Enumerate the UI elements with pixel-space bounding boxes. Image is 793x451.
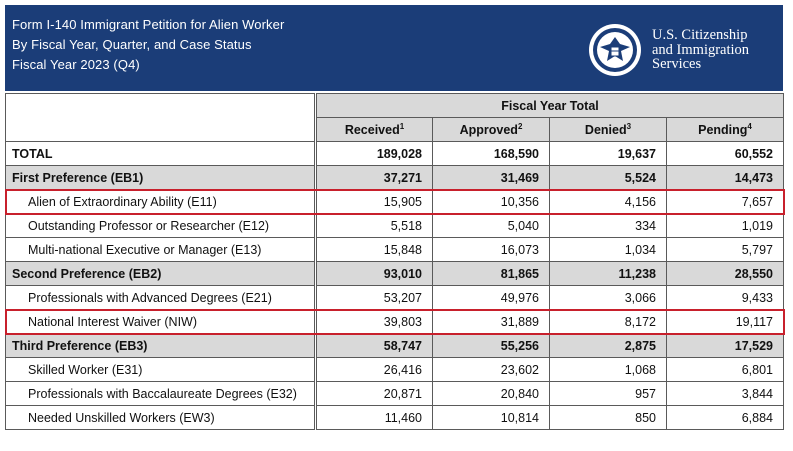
column-header-received: [316, 118, 433, 142]
cell-received: 39,803: [316, 310, 433, 334]
cell-approved: 16,073: [433, 238, 550, 262]
cell-received: 58,747: [316, 334, 433, 358]
row-label: Professionals with Advanced Degrees (E21): [6, 286, 316, 310]
cell-denied: 3,066: [550, 286, 667, 310]
agency-line-3: Services: [652, 56, 702, 72]
cell-received: 53,207: [316, 286, 433, 310]
table-row: [6, 238, 784, 262]
cell-denied: 19,637: [550, 142, 667, 166]
column-label: Pending: [698, 122, 748, 137]
fiscal-year-total-header: Fiscal Year Total: [316, 94, 784, 118]
cell-denied: 334: [550, 214, 667, 238]
cell-pending: 1,019: [667, 214, 784, 238]
cell-pending: 7,657: [667, 190, 784, 214]
column-label: Received: [344, 122, 400, 137]
column-header-approved: [433, 118, 550, 142]
report-title-block: [12, 15, 284, 75]
cell-pending: 5,797: [667, 238, 784, 262]
cell-received: 11,460: [316, 406, 433, 430]
table-row: [6, 382, 784, 406]
cell-received: 15,905: [316, 190, 433, 214]
column-header-row: [6, 118, 784, 142]
cell-denied: 850: [550, 406, 667, 430]
cell-denied: 8,172: [550, 310, 667, 334]
dhs-seal-icon: [588, 23, 642, 77]
column-header-denied: [550, 118, 667, 142]
agency-line-1: U.S. Citizenship: [652, 27, 748, 43]
group-header-row: [6, 94, 784, 118]
row-label: Alien of Extraordinary Ability (E11): [6, 190, 316, 214]
cell-pending: 9,433: [667, 286, 784, 310]
cell-approved: 81,865: [433, 262, 550, 286]
group-row: [6, 166, 784, 190]
cell-denied: 1,068: [550, 358, 667, 382]
row-label: Third Preference (EB3): [6, 334, 316, 358]
cell-approved: 168,590: [433, 142, 550, 166]
column-label: Approved: [459, 122, 518, 137]
group-row: [6, 334, 784, 358]
blank-cell: [6, 118, 316, 142]
footnote-marker: 3: [626, 121, 632, 131]
table-row: [6, 358, 784, 382]
cell-denied: 957: [550, 382, 667, 406]
cell-approved: 23,602: [433, 358, 550, 382]
agency-line-2: and Immigration: [652, 41, 750, 58]
table-row: [6, 190, 784, 214]
cell-received: 15,848: [316, 238, 433, 262]
petition-table: [5, 93, 784, 430]
row-label: Second Preference (EB2): [6, 262, 316, 286]
cell-denied: 4,156: [550, 190, 667, 214]
footnote-marker: 4: [747, 121, 752, 131]
row-label: TOTAL: [6, 142, 316, 166]
cell-received: 26,416: [316, 358, 433, 382]
cell-approved: 49,976: [433, 286, 550, 310]
cell-received: 37,271: [316, 166, 433, 190]
row-label: Needed Unskilled Workers (EW3): [6, 406, 316, 430]
cell-denied: 11,238: [550, 262, 667, 286]
total-row: [6, 142, 784, 166]
footnote-marker: 1: [399, 121, 405, 131]
cell-approved: 31,889: [433, 310, 550, 334]
cell-received: 5,518: [316, 214, 433, 238]
cell-received: 93,010: [316, 262, 433, 286]
cell-pending: 6,801: [667, 358, 784, 382]
cell-approved: 10,356: [433, 190, 550, 214]
cell-denied: 5,524: [550, 166, 667, 190]
row-label: Outstanding Professor or Researcher (E12): [6, 214, 316, 238]
report-period: Fiscal Year 2023 (Q4): [12, 57, 140, 72]
cell-pending: 28,550: [667, 262, 784, 286]
agency-name: [652, 28, 749, 72]
cell-received: 20,871: [316, 382, 433, 406]
cell-pending: 3,844: [667, 382, 784, 406]
report-subtitle: By Fiscal Year, Quarter, and Case Status: [12, 37, 252, 52]
report-title: Form I-140 Immigrant Petition for Alien Worker: [12, 17, 285, 32]
cell-approved: 20,840: [433, 382, 550, 406]
table-row: [6, 286, 784, 310]
report-header: [5, 5, 783, 91]
cell-denied: 2,875: [550, 334, 667, 358]
column-header-pending: [667, 118, 784, 142]
column-label: Denied: [584, 122, 627, 137]
row-label: National Interest Waiver (NIW): [6, 310, 316, 334]
cell-approved: 5,040: [433, 214, 550, 238]
row-label: Skilled Worker (E31): [6, 358, 316, 382]
table-row: [6, 214, 784, 238]
cell-received: 189,028: [316, 142, 433, 166]
row-label: Professionals with Baccalaureate Degrees (E32): [6, 382, 316, 406]
cell-pending: 14,473: [667, 166, 784, 190]
cell-pending: 6,884: [667, 406, 784, 430]
table-row: [6, 406, 784, 430]
blank-cell: [6, 94, 316, 118]
cell-pending: 60,552: [667, 142, 784, 166]
cell-pending: 17,529: [667, 334, 784, 358]
cell-approved: 10,814: [433, 406, 550, 430]
cell-denied: 1,034: [550, 238, 667, 262]
cell-approved: 31,469: [433, 166, 550, 190]
group-row: [6, 262, 784, 286]
cell-approved: 55,256: [433, 334, 550, 358]
footnote-marker: 2: [517, 121, 523, 131]
row-label: Multi-national Executive or Manager (E13): [6, 238, 316, 262]
table-row: [6, 310, 784, 334]
cell-pending: 19,117: [667, 310, 784, 334]
row-label: First Preference (EB1): [6, 166, 316, 190]
